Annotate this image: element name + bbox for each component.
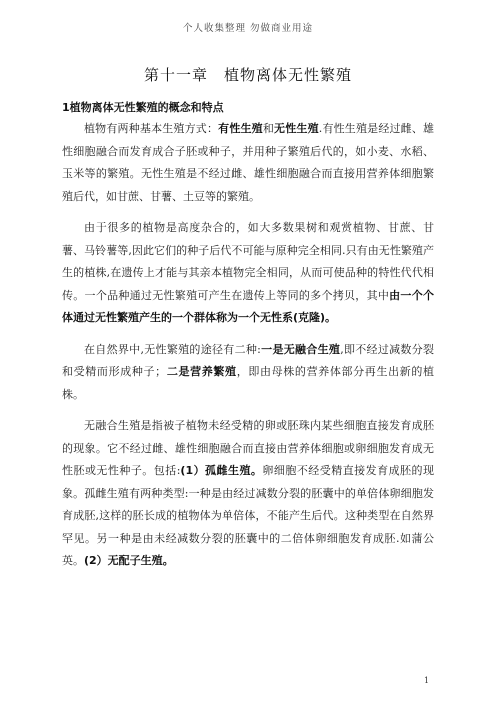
- p1-text-3: .有性生殖是经过雌、雄性细胞融合而发育成合子胚或种子，并用种子繁殖后代的，如小麦、水稻、玉米等的繁殖。无性生殖是不经过雌、雄性细胞融合而直接用营养体细胞繁殖后代，如甘蔗、甘薯、土豆等的繁殖。: [62, 122, 435, 203]
- section-heading: 1植物离体无性繁殖的概念和特点: [62, 101, 224, 114]
- paragraph-3: [62, 339, 434, 407]
- p2-bold-1: 由一个个体通过无性繁殖产生的一个群体称为一个无性系(克隆)。: [62, 288, 434, 324]
- body-text: [62, 118, 434, 582]
- p1-bold-1: 有性生殖: [218, 122, 263, 135]
- paragraph-4: [62, 415, 434, 573]
- p3-text-1: 在自然界中,无性繁殖的途径有二种:: [84, 342, 261, 356]
- p1-text-1: 植物有两种基本生殖方式：: [84, 122, 219, 135]
- p3-text-3: ，即由母株的营养体部分再生出新的植株。: [62, 365, 435, 401]
- p4-bold-1: (1）孤雌生殖。: [180, 464, 263, 477]
- page-header: 个人收集整理 勿做商业用途: [182, 23, 314, 34]
- p4-bold-2: (2）无配子生殖。: [84, 554, 174, 567]
- chapter-title: 第十一章 植物离体无性繁殖: [143, 66, 352, 84]
- page-number: 1: [424, 676, 430, 685]
- p3-text-2: ,即不经过减数分裂和受精而形成种子；: [62, 342, 435, 378]
- p4-text-1: 无融合生殖是指被子植物未经受精的卵或胚珠内某些细胞直接发育成胚的现象。它不经过雌、雄性细胞融合而直接由营养体细胞或卵细胞发育成无性胚或无性种子。包括:: [62, 419, 434, 477]
- p2-text-1: 由于很多的植物是高度杂合的，如大多数果树和观赏植物、甘蔗、甘薯、马铃薯等,因此它们的种子后代不可能与原种完全相同.只有由无性繁殖产生的植株,在遗传上才能与其亲本植物完全相同，从而可使品种的特性代代相传。一个品种通过无性繁殖可产生在遗传上等同的多个拷贝，其中: [62, 221, 434, 302]
- p3-bold-1: 一是无融合生殖: [260, 342, 341, 356]
- p4-text-2: 卵细胞不经受精直接发育成胚的现象。孤雌生殖有两种类型:一种是由经过减数分裂的胚囊中的单倍体卵细胞发育成胚,这样的胚长成的植物体为单倍体，不能产生后代。这种类型在自然界罕见。另一种是由未经减数分裂的胚囊中的二倍体卵细胞发育成胚.如蒲公英。: [62, 464, 434, 567]
- paragraph-1: [62, 118, 434, 208]
- p1-bold-2: 无性生殖: [274, 122, 319, 135]
- p1-text-2: 和: [262, 122, 275, 135]
- paragraph-2: [62, 217, 434, 330]
- p3-bold-2: 二是营养繁殖: [166, 365, 237, 378]
